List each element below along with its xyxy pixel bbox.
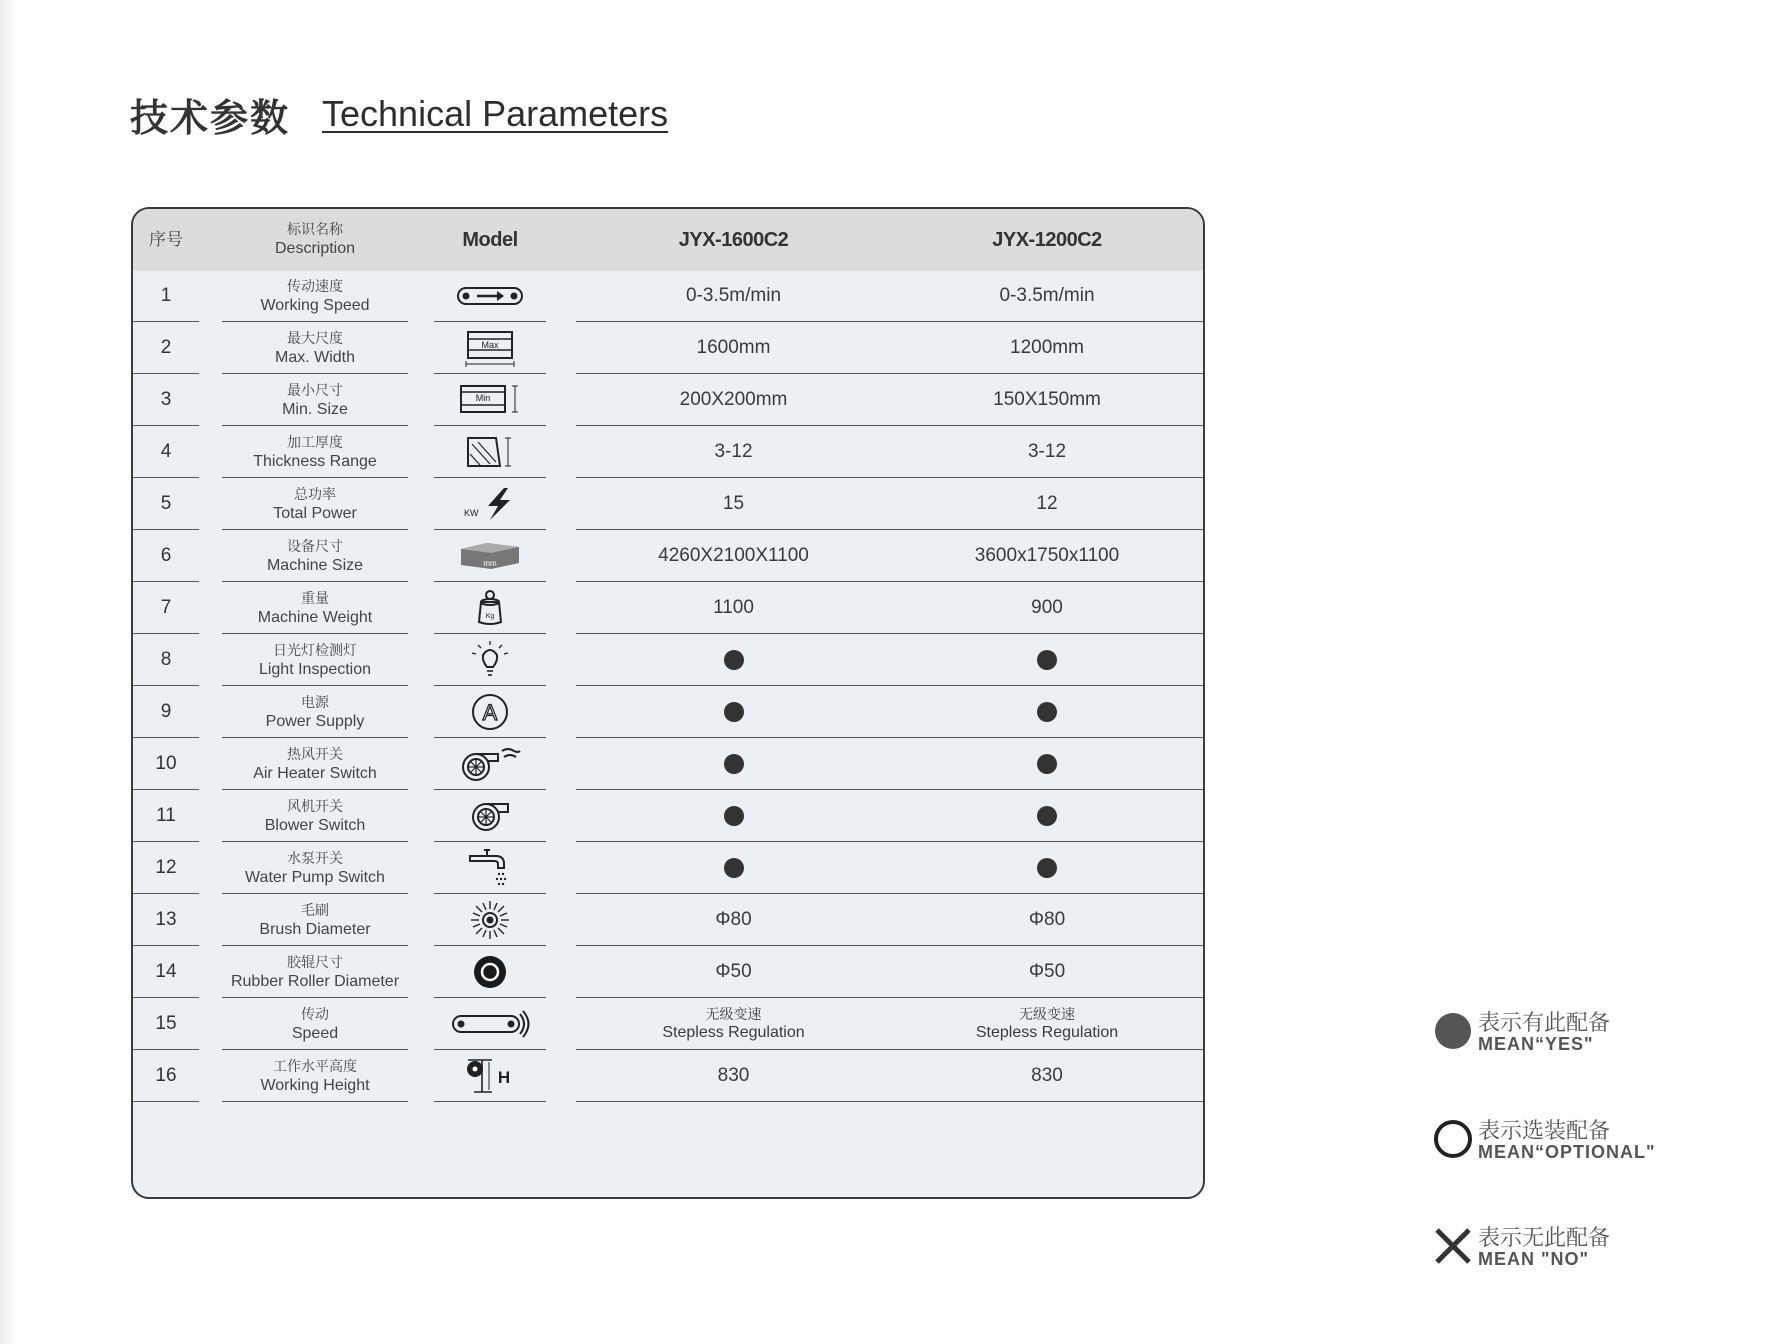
air-heater-icon [434,739,546,790]
row-description [222,843,408,894]
description-en: Max. Width [274,348,355,366]
value-text: 3-12 [714,441,753,462]
value-jyx-1200c2 [891,583,1203,633]
header-no: 序号 [149,229,183,250]
table-row [133,583,1203,635]
legend-item [1432,1217,1712,1277]
row-divider [576,425,1203,426]
included-dot-icon [1037,754,1057,774]
row-number: 7 [133,583,199,634]
row-divider [576,529,1203,530]
value-text-cn: 无级变速 [1019,1006,1075,1023]
min-size-icon [434,375,546,426]
description-en: Total Power [273,504,357,522]
row-divider [576,893,1203,894]
table-row [133,635,1203,687]
value-jyx-1200c2 [891,323,1203,373]
description-cn: 电源 [301,694,329,711]
row-divider [576,841,1203,842]
value-jyx-1200c2 [891,1051,1203,1101]
value-jyx-1600c2 [576,999,891,1049]
svg-text:Kg: Kg [485,613,495,620]
value-jyx-1600c2 [576,479,891,529]
table-row [133,323,1203,375]
value-jyx-1600c2 [576,791,891,841]
svg-text:Max: Max [481,340,499,350]
description-en: Thickness Range [253,452,377,470]
legend-item [1432,1002,1712,1062]
page-edge-shadow [0,0,18,1344]
table-row [133,375,1203,427]
row-number: 3 [133,375,199,426]
value-jyx-1600c2 [576,323,891,373]
description-cn: 设备尺寸 [287,538,343,555]
light-bulb-icon [434,635,546,686]
value-jyx-1600c2 [576,947,891,997]
value-jyx-1200c2 [891,791,1203,841]
description-en: Min. Size [282,400,348,418]
included-dot-icon [1037,650,1057,670]
description-cn: 工作水平高度 [273,1058,357,1075]
row-description [222,791,408,842]
legend-text-en: MEAN“YES" [1478,1034,1594,1054]
value-jyx-1200c2 [891,895,1203,945]
svg-text:mm: mm [483,559,497,568]
row-divider [576,373,1203,374]
value-jyx-1600c2 [576,271,891,321]
value-text-cn: 无级变速 [705,1006,762,1023]
row-number: 10 [133,739,199,790]
table-header [133,209,1203,271]
table-row [133,843,1203,895]
value-jyx-1600c2 [576,375,891,425]
value-jyx-1600c2 [576,427,891,477]
svg-text:H: H [497,1068,511,1087]
svg-text:Min: Min [475,393,491,403]
description-cn: 传动 [301,1006,329,1023]
value-jyx-1600c2 [576,687,891,737]
row-divider [576,945,1203,946]
working-height-icon [434,1051,546,1102]
included-dot-icon [1037,806,1057,826]
value-text: Φ80 [715,909,752,930]
row-number: 2 [133,323,199,374]
row-number: 15 [133,999,199,1050]
value-text: 15 [722,493,745,514]
description-en: Working Height [260,1076,370,1094]
legend-text-en: MEAN“OPTIONAL" [1478,1142,1656,1162]
row-description [222,739,408,790]
description-en: Water Pump Switch [245,868,385,886]
value-text: 3-12 [1027,441,1067,462]
value-jyx-1200c2 [891,531,1203,581]
row-divider [576,581,1203,582]
value-jyx-1200c2 [891,947,1203,997]
row-number: 14 [133,947,199,998]
description-cn: 日光灯检测灯 [273,642,357,659]
legend-text-cn: 表示选装配备 [1478,1119,1611,1144]
row-description [222,375,408,426]
description-en: Light Inspection [258,660,372,678]
value-jyx-1200c2 [891,635,1203,685]
value-text: 12 [1036,493,1058,514]
value-text: 3600x1750x1100 [974,545,1120,566]
row-description [222,427,408,478]
row-divider [576,633,1203,634]
description-cn: 最小尺寸 [287,382,343,399]
value-jyx-1600c2 [576,895,891,945]
row-divider [576,1101,1203,1102]
filled-circle-icon [1432,1010,1474,1052]
title-english: Technical Parameters [322,93,669,134]
description-cn: 胶辊尺寸 [287,954,343,971]
max-width-icon [434,323,546,374]
row-description [222,531,408,582]
table-row [133,739,1203,791]
description-en: Blower Switch [264,816,366,834]
machine-size-icon [434,531,546,582]
value-jyx-1200c2 [891,375,1203,425]
thickness-icon [434,427,546,478]
table-row [133,531,1203,583]
table-row [133,999,1203,1051]
ampere-icon [434,687,546,738]
drive-speed-icon [434,999,546,1050]
value-jyx-1200c2 [891,271,1203,321]
table-row [133,271,1203,323]
description-cn: 重量 [301,590,329,607]
value-jyx-1600c2 [576,1051,891,1101]
row-description [222,323,408,374]
conveyor-speed-icon [434,271,546,322]
brush-icon [434,895,546,946]
value-jyx-1600c2 [576,843,891,893]
value-jyx-1200c2 [891,479,1203,529]
included-dot-icon [1037,702,1057,722]
row-description [222,479,408,530]
value-jyx-1600c2 [576,635,891,685]
included-dot-icon [724,806,744,826]
description-en: Power Supply [265,712,365,730]
value-text-en: Stepless Regulation [975,1023,1119,1041]
included-dot-icon [724,702,744,722]
value-jyx-1200c2 [891,427,1203,477]
value-jyx-1600c2 [576,583,891,633]
description-en: Working Speed [260,296,370,314]
value-text: 0-3.5m/min [999,285,1095,306]
header-model: Model [462,228,518,251]
header-model-1200: JYX-1200C2 [992,228,1102,251]
legend-text-cn: 表示有此配备 [1478,1011,1611,1036]
description-en: Machine Weight [257,608,373,626]
blower-icon [434,791,546,842]
description-en: Speed [291,1024,339,1042]
value-jyx-1200c2 [891,739,1203,789]
description-en: Rubber Roller Diameter [230,972,400,990]
title-chinese: 技术参数 [130,95,291,140]
legend-text-en: MEAN "NO" [1478,1249,1590,1269]
row-description [222,271,408,322]
value-text: 1200mm [1010,337,1084,358]
row-number: 12 [133,843,199,894]
value-text: 830 [1031,1065,1063,1086]
description-cn: 总功率 [294,486,336,503]
row-number: 13 [133,895,199,946]
value-text: Φ50 [1028,961,1066,982]
svg-text:A: A [482,700,498,725]
weight-kg-icon [434,583,546,634]
row-description [222,947,408,998]
description-cn: 风机开关 [287,798,343,815]
value-text: 830 [717,1065,750,1086]
row-number: 8 [133,635,199,686]
table-row [133,947,1203,999]
parameters-table [131,207,1205,1199]
row-number: 16 [133,1051,199,1102]
table-row [133,687,1203,739]
row-divider [576,685,1203,686]
value-jyx-1600c2 [576,739,891,789]
included-dot-icon [724,650,744,670]
description-en: Air Heater Switch [253,764,377,782]
row-number: 6 [133,531,199,582]
value-text: Φ50 [715,961,752,982]
value-text: 0-3.5m/min [685,285,782,306]
description-cn: 毛刷 [301,902,329,919]
row-number: 11 [133,791,199,842]
row-description [222,635,408,686]
description-cn: 最大尺度 [287,330,343,347]
legend-item [1432,1110,1712,1170]
table-row [133,479,1203,531]
header-description: 标识名称 Description [274,222,356,257]
value-text: 900 [1031,597,1063,618]
svg-text:KW: KW [464,508,479,518]
description-en: Brush Diameter [259,920,371,938]
water-tap-icon [434,843,546,894]
row-number: 5 [133,479,199,530]
power-kw-icon [434,479,546,530]
description-en: Machine Size [266,556,364,574]
cross-icon [1432,1225,1474,1267]
rubber-roller-icon [434,947,546,998]
value-text: 150X150mm [993,389,1101,410]
row-description [222,583,408,634]
value-text: 4260X2100X1100 [658,545,809,566]
row-divider [576,1049,1203,1050]
row-divider [576,737,1203,738]
value-text: Φ80 [1028,909,1066,930]
table-row [133,427,1203,479]
table-row [133,895,1203,947]
description-cn: 传动速度 [287,278,343,295]
included-dot-icon [724,754,744,774]
value-text: 1100 [713,597,754,618]
table-row [133,791,1203,843]
included-dot-icon [724,858,744,878]
row-number: 4 [133,427,199,478]
row-divider [576,789,1203,790]
page-title [130,84,668,144]
row-divider [576,321,1203,322]
table-row [133,1051,1203,1103]
row-number: 1 [133,271,199,322]
row-description [222,1051,408,1102]
row-description [222,895,408,946]
description-cn: 热风开关 [287,746,343,763]
row-divider [576,477,1203,478]
description-cn: 加工厚度 [287,434,343,451]
header-model-1600: JYX-1600C2 [678,228,789,251]
row-number: 9 [133,687,199,738]
description-cn: 水泵开关 [287,850,343,867]
row-description [222,999,408,1050]
value-text: 1600mm [696,337,771,358]
legend-text-cn: 表示无此配备 [1478,1226,1611,1251]
value-jyx-1200c2 [891,687,1203,737]
value-jyx-1200c2 [891,999,1203,1049]
value-text: 200X200mm [679,389,788,410]
value-text-en: Stepless Regulation [662,1023,805,1041]
value-jyx-1600c2 [576,531,891,581]
value-jyx-1200c2 [891,843,1203,893]
open-circle-icon [1432,1118,1474,1160]
row-divider [576,997,1203,998]
row-description [222,687,408,738]
included-dot-icon [1037,858,1057,878]
